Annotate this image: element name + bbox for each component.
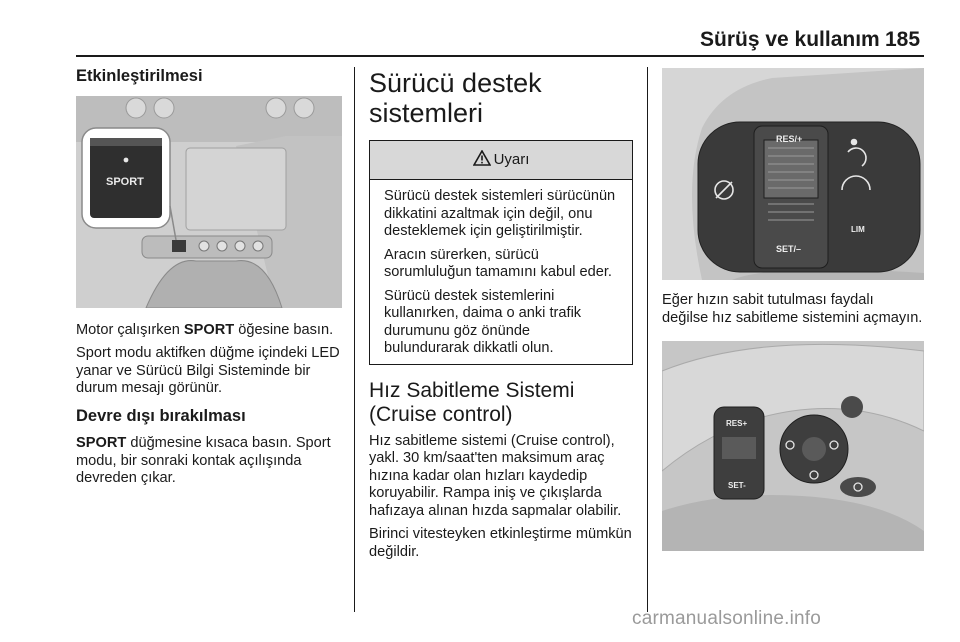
lim-label: LIM: [851, 225, 865, 234]
col2-para-1: Hız sabitleme sistemi (Cruise control), yakl. 30 km/saat'ten maksimum araç hızına kadar olan hızları kaydedip koruyabilir. Rampa iniş ve çıkışlarda hafızaya alınan hızda sapmalar olabilir.: [369, 432, 622, 519]
sport-button-label: SPORT: [106, 175, 144, 188]
column-2: [369, 68, 633, 567]
warning-para-3: Sürücü destek sistemlerini kullanırken, daima o anki trafik durumunu göz önünde bulundurarak dikkatli olun.: [384, 287, 582, 356]
column-divider-2: [647, 67, 648, 612]
warning-header: [370, 141, 632, 180]
page-number: 185: [885, 28, 921, 51]
col2-para-2: Birinci vitesteyken etkinleştirme mümkün değildir.: [369, 526, 632, 560]
warning-para-1: Sürücü destek sistemleri sürücünün dikkatini azaltmak için değil, onu desteklemek için geliştirilmiştir.: [384, 188, 616, 239]
set-label-2: SET-: [728, 481, 746, 490]
warning-para-2: Aracın sürerken, sürücü sorumluluğun tamamını kabul eder.: [384, 246, 612, 280]
sport-button-figure: [76, 96, 342, 308]
col1-para-1: Motor çalışırken SPORT öğesine basın.: [76, 321, 334, 338]
cruise-switch-figure: [662, 68, 924, 280]
cruise-control-heading: Hız Sabitleme Sistemi (Cruise control): [369, 378, 575, 426]
section-title: Sürücü destek sistemleri: [369, 68, 542, 128]
warning-triangle-icon: [473, 150, 491, 171]
col1-para-3: SPORT düğmesine kısaca basın. Sport modu, bir sonraki kontak açılışında devreden çıkar.: [76, 435, 331, 486]
activation-heading: Etkinleştirilmesi: [76, 67, 203, 85]
column-3: [662, 68, 924, 551]
steering-wheel-figure: [662, 341, 924, 551]
column-divider-1: [354, 67, 355, 612]
set-label-1: SET/–: [776, 244, 802, 254]
col1-para-2: Sport modu aktifken düğme içindeki LED yanar ve Sürücü Bilgi Sisteminde bir durum mesajı görünür.: [76, 345, 340, 396]
page-header-title: Sürüş ve kullanım: [700, 28, 880, 51]
warning-title: Uyarı: [493, 151, 530, 169]
watermark: carmanualsonline.info: [632, 608, 822, 629]
deactivation-heading: Devre dışı bırakılması: [76, 406, 246, 425]
warning-box: [369, 140, 633, 365]
column-1: [76, 68, 342, 494]
header-rule: [76, 55, 924, 57]
warning-body: [370, 180, 632, 364]
res-label-2: RES+: [726, 419, 748, 428]
col3-para: Eğer hızın sabit tutulması faydalı değilse hız sabitleme sistemini açmayın.: [662, 292, 923, 326]
res-label-1: RES/+: [776, 134, 803, 144]
